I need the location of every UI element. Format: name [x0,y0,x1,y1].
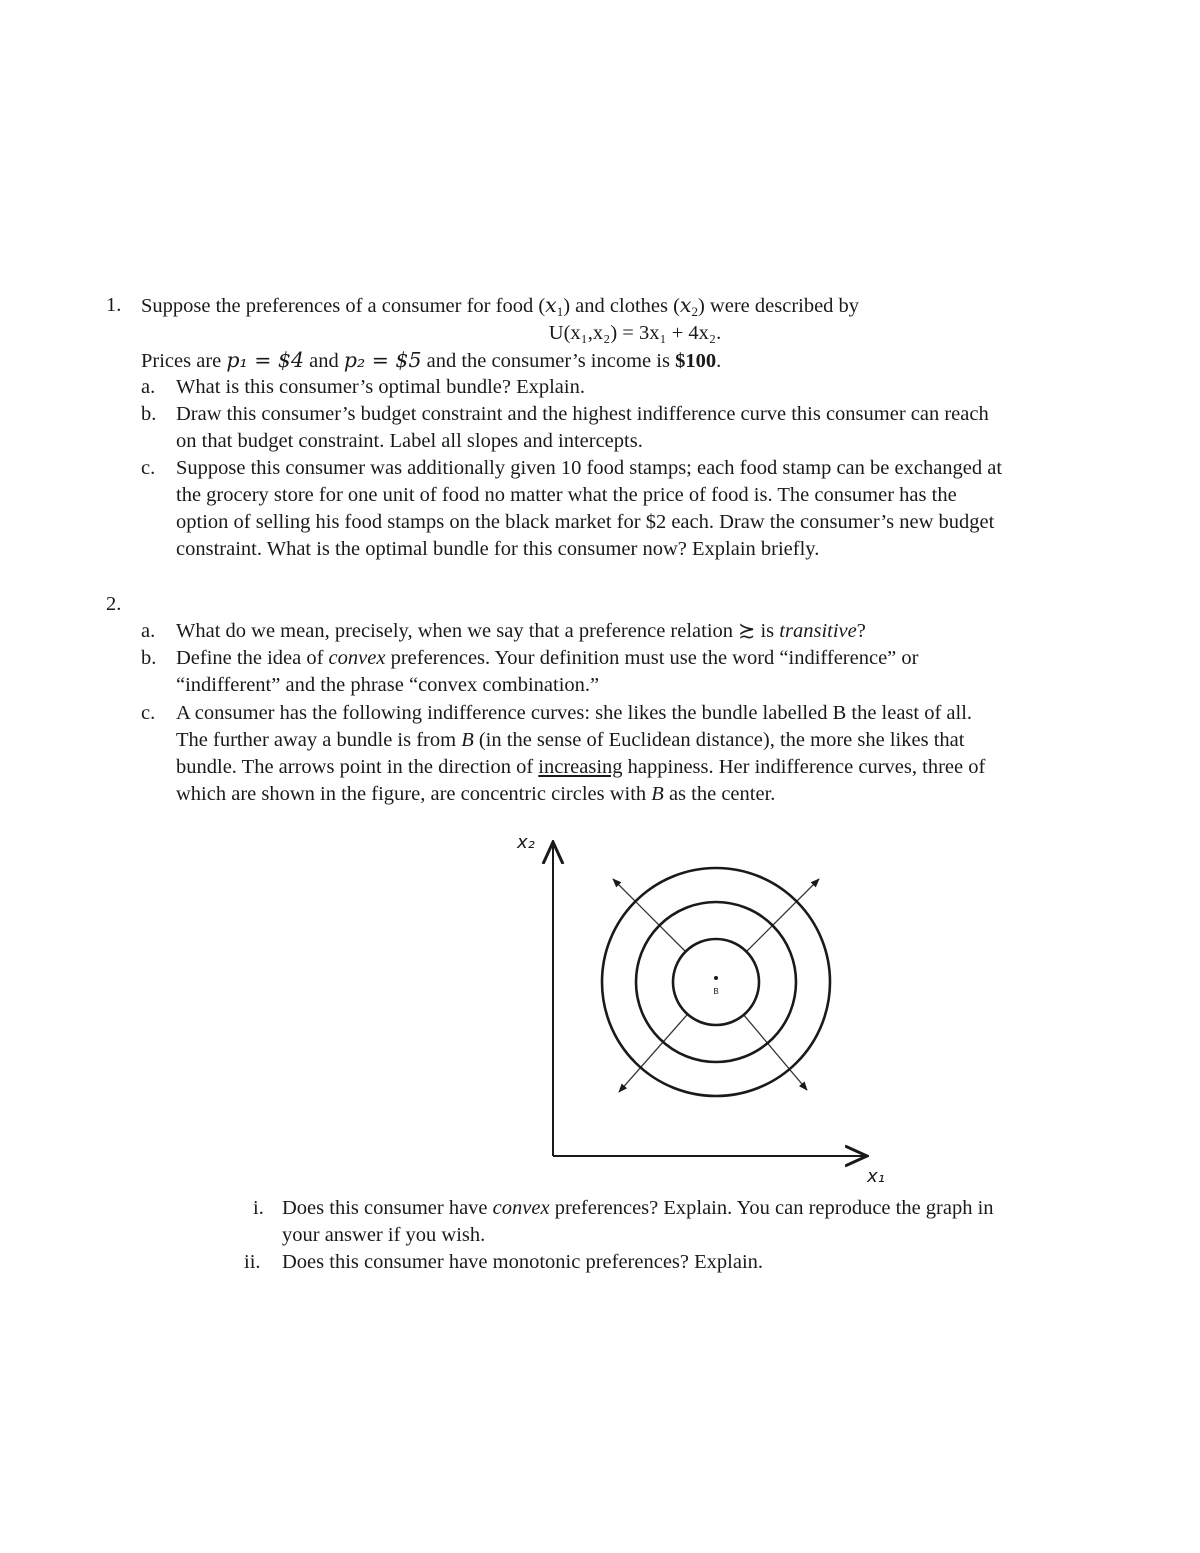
q2-part-c-label: c. [141,702,156,724]
q2-part-c-line2: The further away a bundle is from B (in the sense of Euclidean distance), the more she likes that [176,729,965,751]
q1-part-b-line2: on that budget constraint. Label all slopes and intercepts. [176,430,643,452]
q1-part-c-line3: option of selling his food stamps on the black market for $2 each. Draw the consumer’s new budget [176,511,995,533]
utility-function: U(x₁,x₂) = 3x₁ + 4x₂. [548,322,722,344]
q1-part-c-label: c. [141,457,156,479]
q1-part-c-line2: the grocery store for one unit of food no matter what the price of food is. The consumer has the [176,484,957,506]
prices-line: Prices are p₁ = $4 and p₂ = $5 and the consumer’s income is $100. [141,348,722,372]
indifference-curve-diagram [505,822,925,1202]
q2-part-b-line1: Define the idea of convex preferences. Your definition must use the word “indifference” or [176,647,919,669]
q1-part-a-text: What is this consumer’s optimal bundle? Explain. [176,376,585,398]
q1-part-a-label: a. [141,376,156,398]
question-1-intro: Suppose the preferences of a consumer for food $(x_1)$ and clothes $(x_2)$ were described by [141,293,860,319]
question-1-number: 1. [106,294,122,316]
q2-part-b-line2: “indifferent” and the phrase “convex combination.” [176,674,600,696]
point-b-label: B [713,987,719,996]
indifference-curve-figure [505,822,925,1202]
q2-part-c-line1: A consumer has the following indifference curves: she likes the bundle labelled B the least of all. [176,702,973,724]
y-axis-label: x₂ [517,832,535,853]
q1-part-b-label: b. [141,403,157,425]
question-2-number: 2. [106,593,122,615]
indifference-curve-inner [673,939,759,1025]
q2-sub-i-label: i. [253,1197,264,1219]
q2-part-b-label: b. [141,647,157,669]
q1-part-c-line4: constraint. What is the optimal bundle for this consumer now? Explain briefly. [176,538,820,560]
q2-part-a-text: What do we mean, precisely, when we say that a preference relation ≿ is transitive? [176,620,866,642]
q2-sub-i-line1: Does this consumer have convex preferences? Explain. You can reproduce the graph in [282,1197,994,1219]
q2-part-c-line3: bundle. The arrows point in the direction of increasing happiness. Her indifference curves, three of [176,756,986,778]
q2-sub-i-line2: your answer if you wish. [282,1224,486,1246]
q1-part-b-line1: Draw this consumer’s budget constraint and the highest indifference curve this consumer can reach [176,403,989,425]
x-axis-label: x₁ [867,1166,885,1187]
q2-sub-ii-text: Does this consumer have monotonic preferences? Explain. [282,1251,764,1273]
point-b-dot [714,976,718,980]
q1-part-c-line1: Suppose this consumer was additionally given 10 food stamps; each food stamp can be exchanged at [176,457,1003,479]
q2-sub-ii-label: ii. [244,1251,261,1273]
q2-part-a-label: a. [141,620,156,642]
preference-relation-symbol: ≿ [738,620,756,642]
q2-part-c-line4: which are shown in the figure, are concentric circles with B as the center. [176,783,776,805]
